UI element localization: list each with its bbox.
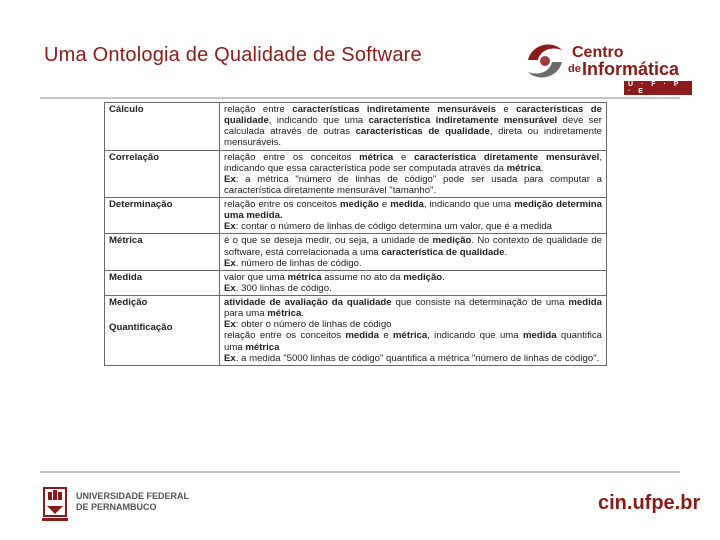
definition-emphasis: característica diretamente mensurável: [414, 151, 600, 163]
definition-emphasis: métrica: [267, 308, 302, 320]
definition-text: : obter o número de linhas de código: [235, 319, 392, 331]
definition-text: .: [504, 246, 508, 258]
table-row: [105, 103, 607, 151]
cin-swoosh-icon: [522, 36, 568, 84]
table-row: [105, 234, 607, 270]
definition-emphasis: características indiretamente mensuráveis: [292, 104, 496, 115]
definition-emphasis: medição: [339, 199, 379, 210]
table-row: [105, 270, 607, 295]
definition-cell: [220, 296, 607, 366]
definition-text: valor que uma: [224, 271, 288, 283]
definition-emphasis: características de qualidade: [224, 104, 602, 127]
definition-emphasis: atividade de avaliação da qualidade: [224, 297, 392, 308]
definition-emphasis: métrica: [287, 271, 322, 283]
ufpe-crest-icon: [42, 482, 68, 522]
definition-emphasis: características de qualidade: [355, 126, 490, 138]
term-cell: [105, 198, 220, 234]
table-row: [105, 150, 607, 198]
definition-text: .: [540, 162, 544, 174]
definition-emphasis: medida: [522, 330, 557, 342]
definition-emphasis: característica indiretamente mensurável: [368, 115, 558, 127]
definition-text: relação entre os conceitos: [224, 330, 346, 342]
term-cell: [105, 270, 220, 295]
term-label: Determinação: [109, 199, 173, 210]
cin-logo: [522, 30, 692, 95]
site-url: cin.ufpe.br: [598, 492, 701, 514]
definition-emphasis: métrica: [359, 151, 394, 163]
definition-text: e: [378, 199, 391, 210]
term-cell: [105, 296, 220, 366]
definition-text: .: [442, 271, 445, 283]
term-cell: [105, 103, 220, 151]
term-label: Quantificação: [109, 322, 173, 334]
definition-emphasis: característica de qualidade: [381, 246, 505, 258]
definition-text: assume no ato da: [321, 271, 404, 283]
definition-text: relação entre: [224, 104, 293, 115]
definition-text: , indicando que uma: [268, 115, 369, 127]
definition-text: . No contexto de qualidade de software, está correlacionada a uma: [224, 235, 602, 258]
definition-emphasis: métrica: [245, 341, 280, 353]
definition-emphasis: Ex: [224, 221, 236, 233]
definition-emphasis: Ex: [224, 257, 236, 269]
definition-emphasis: medida: [390, 199, 424, 210]
definition-cell: [220, 103, 607, 151]
definition-emphasis: Ex: [224, 352, 236, 364]
table-row: [105, 296, 607, 366]
title-divider: [40, 97, 680, 99]
definition-text: . a medida "5000 linhas de código" quantifica a métrica "número de linhas de código".: [235, 352, 600, 364]
definition-text: e: [393, 151, 415, 163]
ufpe-name-line2: DE PERNAMBUCO: [76, 502, 157, 513]
ufpe-name-line1: UNIVERSIDADE FEDERAL: [76, 491, 190, 501]
term-label: Cálculo: [109, 104, 144, 115]
definition-emphasis: Ex: [224, 173, 236, 185]
term-cell: [105, 234, 220, 270]
term-label: Medida: [109, 271, 143, 283]
definition-cell: [220, 150, 607, 198]
definition-text: e: [378, 330, 394, 342]
definition-emphasis: medição determina uma medida.: [224, 199, 602, 222]
ontology-table-body: [105, 103, 607, 366]
definition-text: , indicando que uma: [423, 199, 515, 210]
footer-divider: [40, 471, 680, 473]
definition-text: . 300 linhas de código.: [235, 282, 332, 294]
term-spacer: [109, 308, 215, 322]
slide-title: Uma Ontologia de Qualidade de Software: [44, 44, 422, 66]
definition-text: , indicando que uma: [427, 330, 523, 342]
definition-text: e: [495, 104, 517, 115]
definition-text: . número de linhas de código.: [235, 257, 362, 269]
definition-cell: [220, 198, 607, 234]
logo-text-informatica: Informática: [582, 59, 680, 79]
definition-emphasis: métrica: [506, 162, 541, 174]
definition-emphasis: medida: [568, 297, 602, 308]
term-cell: [105, 150, 220, 198]
definition-text: : contar o número de linhas de código determina um valor, que é a medida: [235, 221, 553, 233]
definition-text: relação entre os conceitos: [224, 199, 340, 210]
definition-emphasis: medição: [403, 271, 443, 283]
definition-text: relação entre os conceitos: [224, 151, 360, 163]
ufpe-name: [76, 491, 189, 514]
logo-text-ufpe: U · F · P · E: [624, 81, 692, 95]
definition-text: que consiste na determinação de uma: [391, 297, 569, 308]
definition-cell: [220, 270, 607, 295]
logo-text-centro: Centro: [572, 44, 624, 61]
definition-text: é o que se deseja medir, ou seja, a unidade de: [224, 235, 433, 247]
term-label: Correlação: [109, 151, 160, 163]
table-row: [105, 198, 607, 234]
definition-text: quantifica uma: [224, 330, 602, 353]
definition-cell: [220, 234, 607, 270]
definition-text: : a métrica "número de linhas de código" pode ser usada para computar a característica diretamente mensurável "tamanho".: [224, 173, 602, 196]
definition-text: , indicando que essa característica pode ser computada através da: [224, 151, 602, 174]
definition-text: deve ser calculada através de outras: [224, 115, 602, 138]
definition-emphasis: Ex: [224, 319, 236, 331]
term-label: Medição: [109, 297, 148, 308]
definition-emphasis: medida: [345, 330, 379, 342]
definition-emphasis: medição: [432, 235, 472, 247]
definition-text: , direta ou indiretamente mensuráveis.: [224, 126, 602, 149]
definition-text: .: [301, 308, 305, 320]
definition-emphasis: métrica: [393, 330, 428, 342]
definition-emphasis: Ex: [224, 282, 236, 294]
logo-text-de: de: [568, 63, 581, 75]
definition-text: para uma: [224, 308, 268, 320]
ontology-table: [104, 102, 607, 366]
term-label: Métrica: [109, 235, 143, 247]
